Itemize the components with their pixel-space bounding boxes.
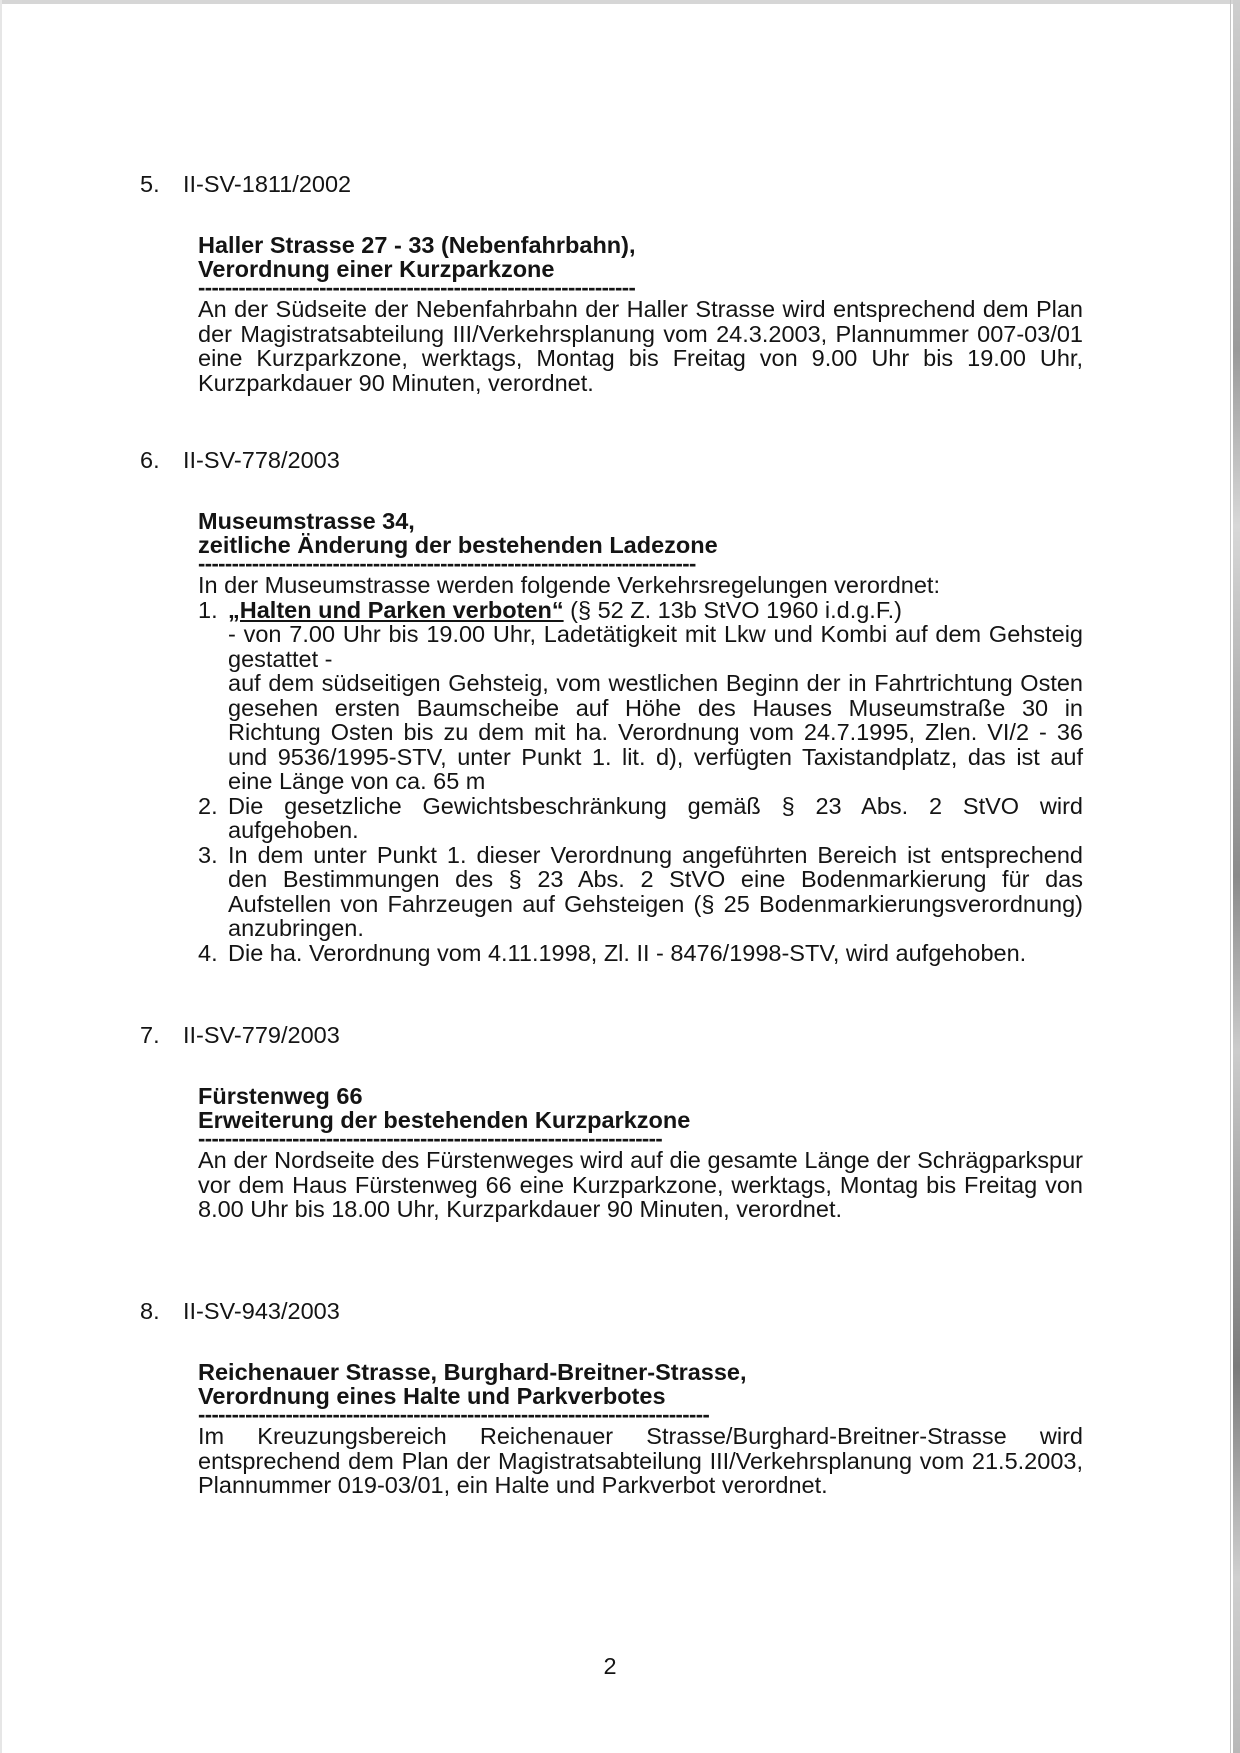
- item-reference: II-SV-778/2003: [183, 447, 340, 473]
- list-item-line1: [228, 598, 1083, 623]
- list-item: [198, 598, 1083, 794]
- list-item: [198, 794, 1083, 843]
- item-title-line2: Verordnung einer Kurzparkzone: [198, 256, 555, 282]
- list-item-line3: auf dem südseitigen Gehsteig, vom westlichen Beginn der in Fahrtrichtung Osten gesehen ersten Baumscheibe auf Höhe des Hauses Museumstraße 30 in Richtung Osten bis zu dem mit ha. Verordnung vom 24.7.1995, Zlen. VI/2 - 36 und 9536/1995-STV, unter Punkt 1. lit. d), verfügten Taxistandplatz, das ist auf eine Länge von ca. 65 m: [228, 670, 1083, 794]
- item-title: [198, 1360, 1083, 1408]
- item-header: [140, 445, 1090, 475]
- list-item-line2: - von 7.00 Uhr bis 19.00 Uhr, Ladetätigkeit mit Lkw und Kombi auf dem Gehsteig gestattet -: [228, 621, 1083, 672]
- item-number: 8.: [140, 1298, 160, 1324]
- item-number: 7.: [140, 1022, 160, 1048]
- item-title-line2: Erweiterung der bestehenden Kurzparkzone: [198, 1107, 691, 1133]
- item-6: [140, 445, 1090, 965]
- item-number: 6.: [140, 447, 160, 473]
- item-block: [198, 233, 1083, 395]
- item-title-line2: zeitliche Änderung der bestehenden Ladezone: [198, 532, 718, 558]
- item-body: An der Nordseite des Fürstenweges wird auf die gesamte Länge der Schrägparkspur vor dem Haus Fürstenweg 66 eine Kurzparkzone, werktags, Montag bis Freitag von 8.00 Uhr bis 18.00 Uhr, Kurzparkdauer 90 Minuten, verordnet.: [198, 1147, 1083, 1222]
- list-item: [198, 843, 1083, 941]
- list-item-text: Die gesetzliche Gewichtsbeschränkung gemäß § 23 Abs. 2 StVO wird aufgehoben.: [228, 792, 1083, 843]
- item-7: [140, 1020, 1090, 1222]
- item-title-line1: Haller Strasse 27 - 33 (Nebenfahrbahn),: [198, 232, 636, 258]
- item-intro: In der Museumstrasse werden folgende Verkehrsregelungen verordnet:: [198, 572, 940, 598]
- item-title-line1: Fürstenweg 66: [198, 1083, 363, 1109]
- item-header: [140, 169, 1090, 199]
- item-header: [140, 1296, 1090, 1326]
- ordered-list: [198, 598, 1083, 966]
- item-8: [140, 1296, 1090, 1498]
- list-item-text: Die ha. Verordnung vom 4.11.1998, Zl. II - 8476/1998-STV, wird aufgehoben.: [228, 939, 1027, 966]
- list-number: 1.: [198, 596, 218, 623]
- item-title-line2: Verordnung eines Halte und Parkverbotes: [198, 1383, 666, 1409]
- item-block: [198, 1360, 1083, 1498]
- list-item-text: (§ 52 Z. 13b StVO 1960 i.d.g.F.): [563, 596, 902, 623]
- list-number: 3.: [198, 841, 218, 868]
- list-item-text: In dem unter Punkt 1. dieser Verordnung angeführten Bereich ist entsprechend den Bestimmungen des § 23 Abs. 2 StVO eine Bodenmarkierung für das Aufstellen von Fahrzeugen auf Gehsteigen (§ 25 Bodenmarkierungsverordnung) anzubringen.: [228, 841, 1083, 941]
- title-rule: --------------------------------------------------------------------------: [198, 559, 696, 573]
- emphasis-text: „Halten und Parken verboten“: [228, 596, 564, 623]
- item-title: [198, 233, 1083, 281]
- item-5: [140, 169, 1090, 395]
- item-block: [198, 509, 1083, 965]
- list-item: [198, 941, 1083, 966]
- item-title: [198, 1084, 1083, 1132]
- title-rule: ----------------------------------------------------------------------------: [198, 1410, 710, 1424]
- item-title-line1: Museumstrasse 34,: [198, 508, 415, 534]
- item-reference: II-SV-779/2003: [183, 1022, 340, 1048]
- item-block: [198, 1084, 1083, 1222]
- title-rule: ---------------------------------------------------------------------: [198, 1134, 663, 1148]
- item-body: Im Kreuzungsbereich Reichenauer Strasse/Burghard-Breitner-Strasse wird entsprechend dem Plan der Magistratsabteilung III/Verkehrsplanung vom 21.5.2003, Plannummer 019-03/01, ein Halte und Parkverbot verordnet.: [198, 1423, 1083, 1498]
- item-title: [198, 509, 1083, 557]
- list-number: 4.: [198, 939, 218, 966]
- title-rule: -----------------------------------------------------------------: [198, 283, 636, 297]
- item-number: 5.: [140, 171, 160, 197]
- page-number: 2: [603, 1653, 617, 1679]
- item-title-line1: Reichenauer Strasse, Burghard-Breitner-Strasse,: [198, 1359, 747, 1385]
- item-reference: II-SV-943/2003: [183, 1298, 340, 1324]
- item-header: [140, 1020, 1090, 1050]
- item-reference: II-SV-1811/2002: [183, 171, 352, 197]
- list-number: 2.: [198, 792, 218, 819]
- item-body: An der Südseite der Nebenfahrbahn der Haller Strasse wird entsprechend dem Plan der Magistratsabteilung III/Verkehrsplanung vom 24.3.2003, Plannummer 007-03/01 eine Kurzparkzone, werktags, Montag bis Freitag von 9.00 Uhr bis 19.00 Uhr, Kurzparkdauer 90 Minuten, verordnet.: [198, 296, 1083, 396]
